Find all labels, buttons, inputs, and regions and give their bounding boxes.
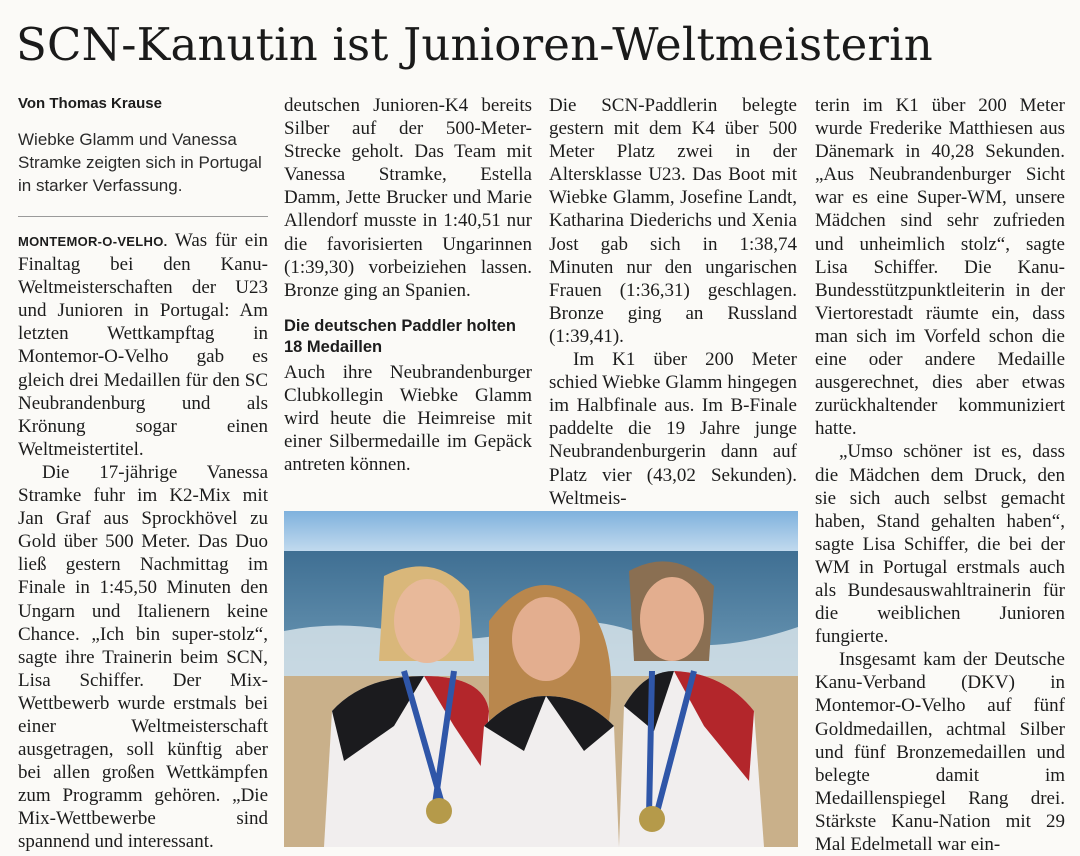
- body-paragraph: terin im K1 über 200 Meter wurde Frederike Matthiesen aus Dänemark in 40,28 Sekunden. „Aus Neubrandenburger Sicht war es eine Super-WM, unsere Mädchen sind sehr zufrieden und unheimlich stolz“, sagte Lisa Schiffer. Die Kanu-Bundesstützpunktleiterin in der Viertorestadt räumte ein, dass man sich im Vorfeld schon die eine oder andere Medaille ausgerechnet, dies aber etwas zurückhaltender kommuniziert hatte.: [815, 95, 1065, 440]
- athlete-middle: [474, 585, 619, 847]
- body-paragraph: Die 17-jährige Vanessa Stramke fuhr im K2-Mix mit Jan Graf aus Sprockhövel zu Gold über 500 Meter. Das Duo ließ gestern Nachmittag im Finale in 1:45,50 Minuten den Ungarn und Italienern keine Chance. „Ich bin super-stolz“, sagte ihre Trainerin beim SCN, Lisa Schiffer. Der Mix-Wettbewerb wurde erstmals bei einer Weltmeisterschaft ausgetragen, soll künftig aber bei allen großen Wettkämpfen zum Programm gehören. „Die Mix-Wettbewerbe sind spannend und interessant.: [18, 461, 268, 853]
- photo-illustration: [284, 511, 798, 847]
- body-paragraph: Insgesamt kam der Deutsche Kanu-Verband (DKV) in Montemor-O-Velho auf fünf Goldmedaillen, achtmal Silber und fünf Bronzemedaillen und belegte damit im Medaillenspiegel Rang drei. Stärkste Kanu-Nation mit 29 Mal Edelmetall war ein-: [815, 649, 1065, 855]
- body-paragraph: „Umso schöner ist es, dass die Mädchen dem Druck, den sie sich auch selbst gemacht haben, Stand gehalten haben“, sagte Lisa Schiffer, die bei der WM in Portugal erstmals auch als Bundesauswahltrainerin für die weiblichen Junioren fungierte.: [815, 441, 1065, 648]
- body-paragraph: Die SCN-Paddlerin belegte gestern mit dem K4 über 500 Meter Platz zwei in der Altersklasse U23. Das Boot mit Wiebke Glamm, Josefine Landt, Katharina Diederichs und Xenia Jost gab sich in 1:38,74 Minuten nur den ungarischen Frauen (1:36,31) geschlagen. Bronze ging an Russland (1:39,41).: [549, 95, 797, 347]
- sky: [284, 511, 798, 556]
- column-4: [815, 94, 1065, 856]
- headline: SCN-Kanutin ist Junioren-Weltmeisterin: [16, 18, 933, 71]
- teaser: Wiebke Glamm und Vanessa Stramke zeigten sich in Portugal in starker Verfassung.: [18, 130, 262, 195]
- subheading: Die deutschen Paddler holten 18 Medaillen: [284, 316, 516, 356]
- column-1: [18, 94, 268, 854]
- body-paragraph: [18, 229, 268, 461]
- body-paragraph: Auch ihre Neubrandenburger Clubkollegin Wiebke Glamm wird heute die Heimreise mit einer Silbermedaille im Gepäck antreten können.: [284, 361, 532, 476]
- body-text: Was für ein Finaltag bei den Kanu-Weltmeisterschaften der U23 und Junioren in Portugal: Am letzten Wettkampftag in Montemor-O-Velho gab es gleich drei Medaillen für den SC Neubrandenburg und als Krönung sogar einen Weltmeistertitel.: [18, 230, 268, 460]
- column-3: [549, 94, 797, 510]
- author-byline: Von Thomas Krause: [18, 95, 162, 112]
- column-2: [284, 94, 532, 476]
- body-paragraph: deutschen Junioren-K4 bereits Silber auf der 500-Meter-Strecke geholt. Das Team mit Vanessa Stramke, Estella Damm, Jette Brucker und Marie Allendorf musste in 1:40,51 nur die favorisierten Ungarinnen (1:39,30) vorbeiziehen lassen. Bronze ging an Spanien.: [284, 95, 532, 301]
- team-photo: [284, 511, 798, 847]
- divider: [18, 216, 268, 217]
- body-paragraph: Im K1 über 200 Meter schied Wiebke Glamm hingegen im Halbfinale aus. Im B-Finale paddelte die 19 Jahre junge Neubrandenburgerin dann auf Platz vier (43,02 Sekunden). Weltmeis-: [549, 349, 797, 509]
- dateline: MONTEMOR-O-VELHO.: [18, 234, 168, 249]
